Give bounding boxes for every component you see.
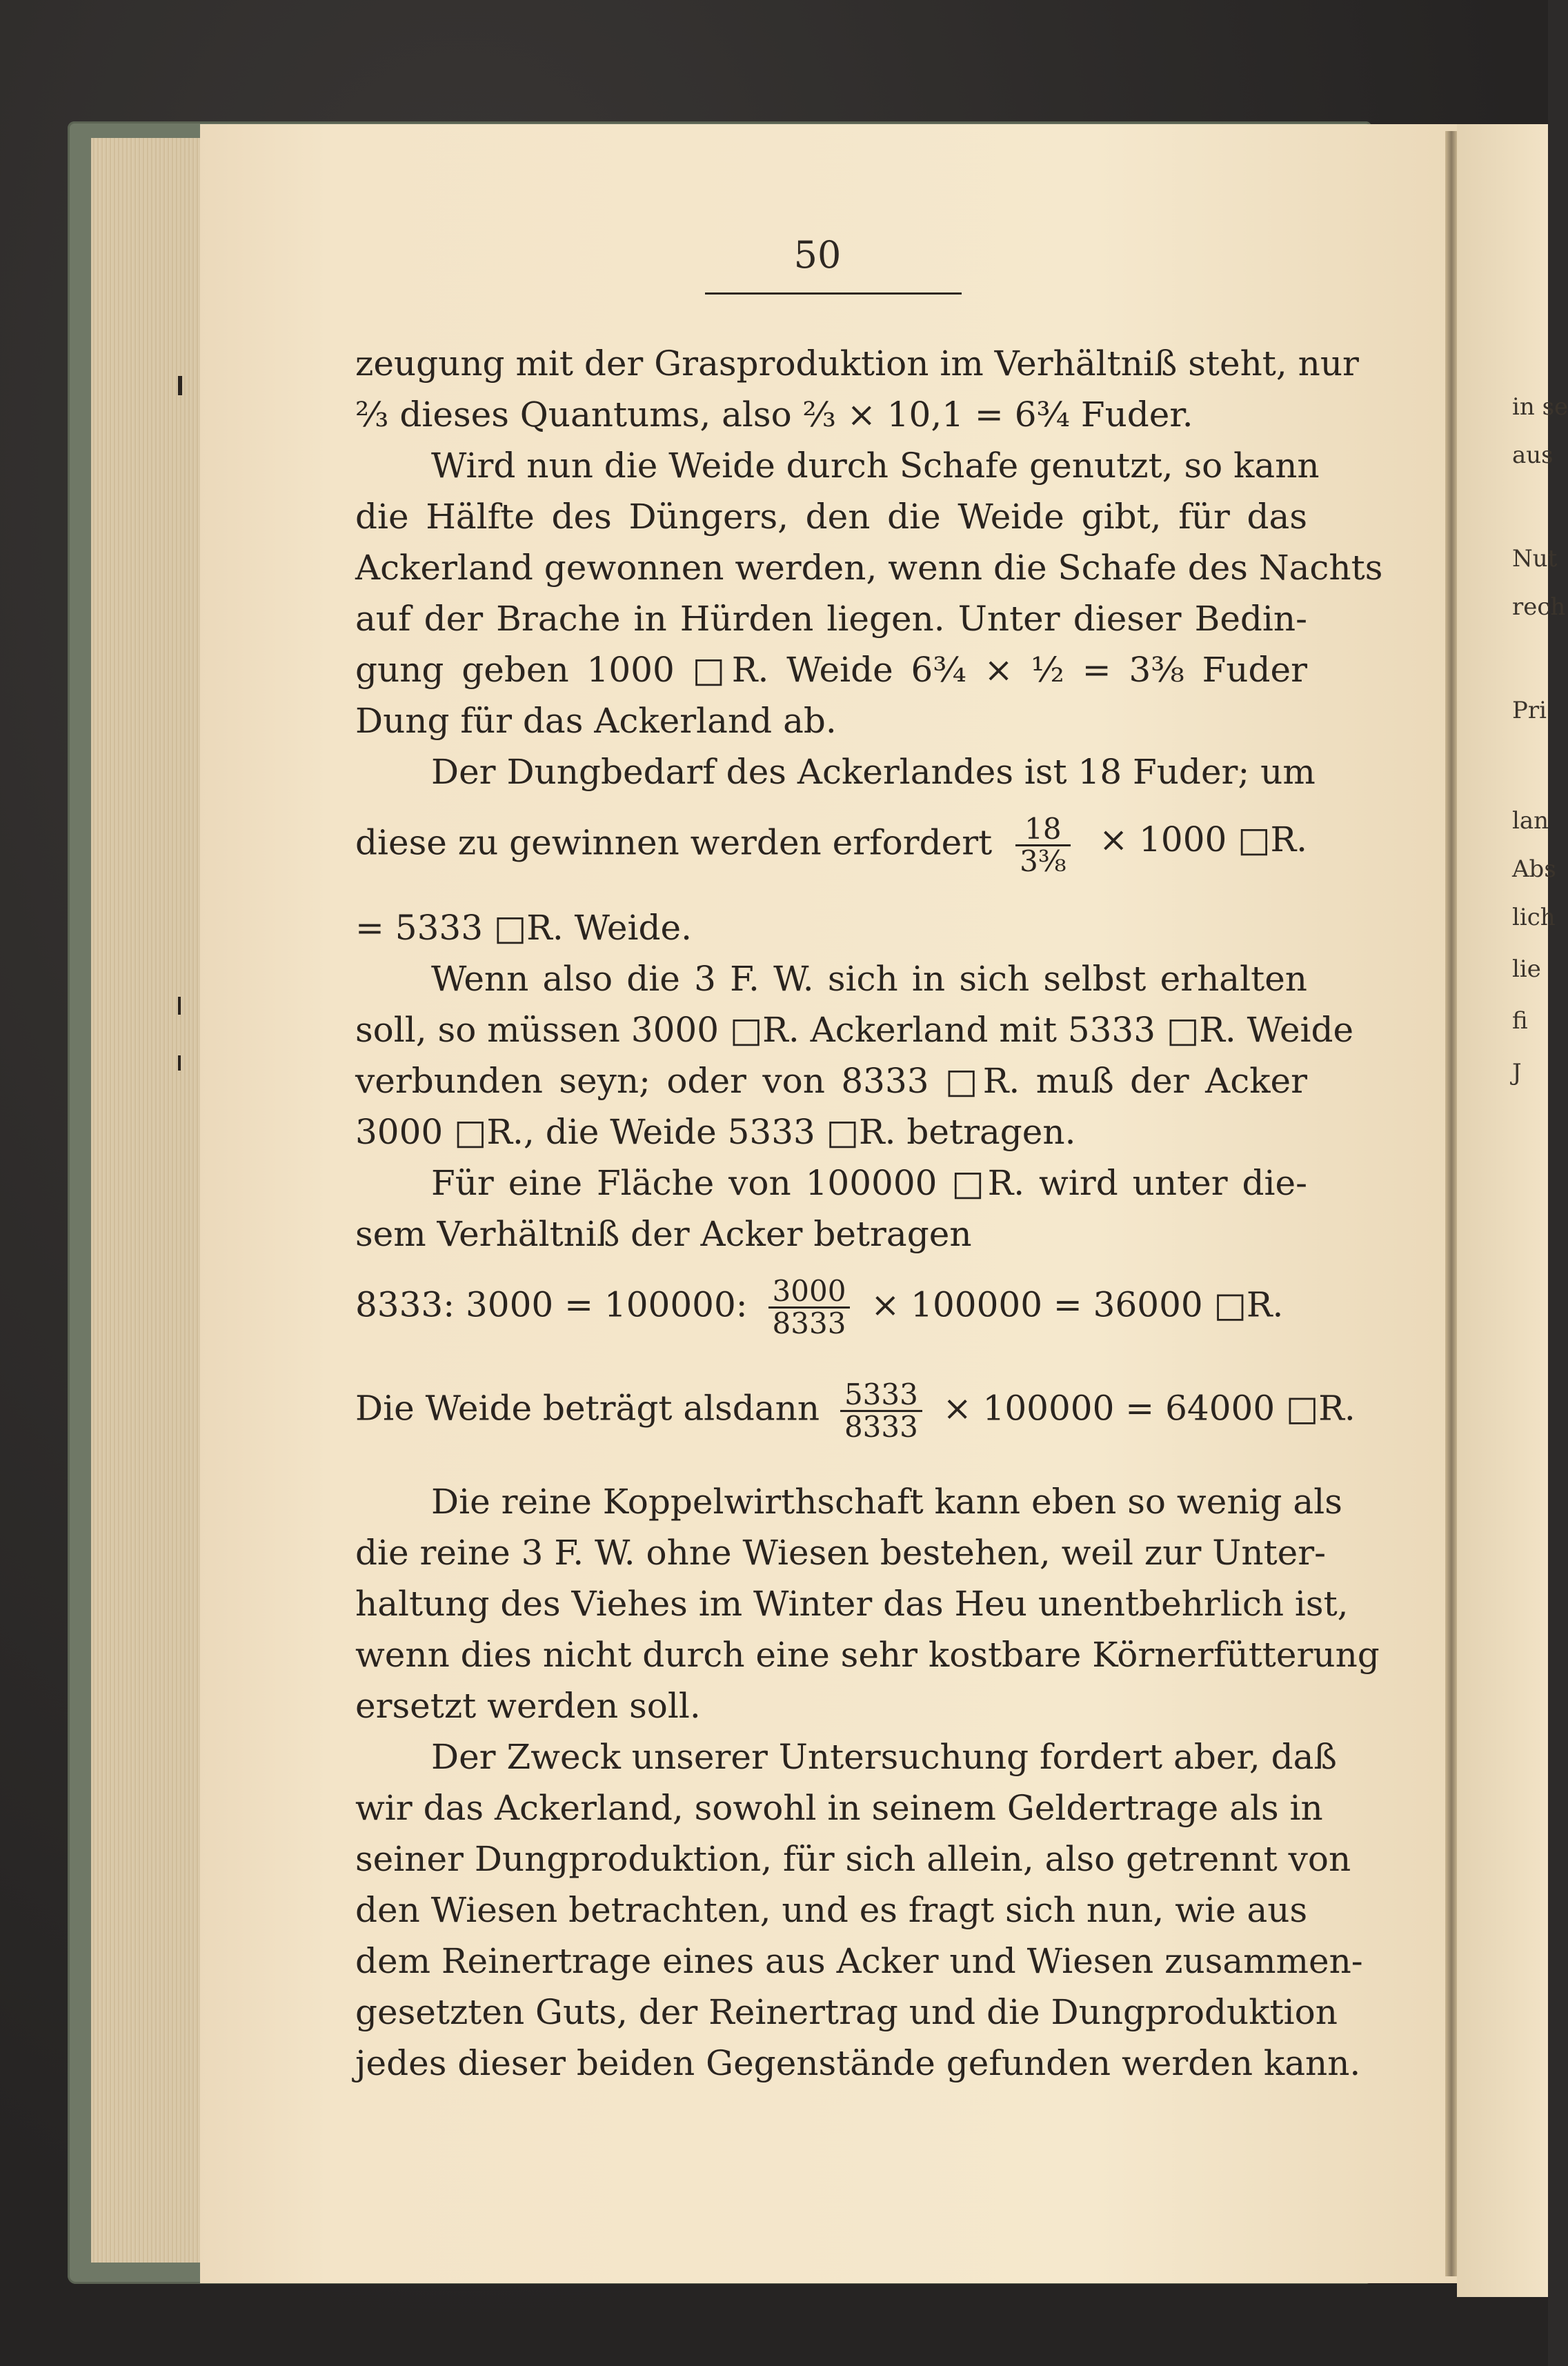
facing-page-fragment: lan: [1512, 807, 1549, 835]
text-line: Dung für das Ackerland ab.: [355, 701, 837, 741]
text-line: Für eine Fläche von 100000 □R. wird unter die-: [431, 1163, 1307, 1203]
header-rule: [705, 292, 962, 295]
margin-mark: [178, 376, 182, 395]
formula-line: [355, 814, 1307, 890]
facing-page-edge: [1457, 124, 1568, 2297]
text-line: seiner Dungproduktion, für sich allein, also getrennt von: [355, 1839, 1351, 1879]
text-line: Der Zweck unserer Untersuchung fordert aber, daß: [431, 1737, 1337, 1777]
text-line: = 5333 □R. Weide.: [355, 908, 692, 948]
fraction: [1015, 814, 1070, 877]
text-line: gung geben 1000 □R. Weide 6¾ × ½ = 3⅜ Fuder: [355, 650, 1307, 690]
text-line: wir das Ackerland, sowohl in seinem Geldertrage als in: [355, 1788, 1323, 1828]
facing-page-fragment: in se: [1512, 393, 1568, 421]
margin-mark: [178, 1055, 181, 1071]
fraction-numerator: 18: [1015, 814, 1070, 846]
text-line: Ackerland gewonnen werden, wenn die Schafe des Nachts: [355, 548, 1383, 588]
facing-page-fragment: lie: [1512, 955, 1541, 983]
margin-mark: [178, 997, 181, 1015]
formula-text: diese zu gewinnen werden erfordert: [355, 822, 993, 863]
text-line: soll, so müssen 3000 □R. Ackerland mit 5333 □R. Weide: [355, 1010, 1354, 1050]
page-number: 50: [793, 233, 842, 277]
fraction: [840, 1380, 922, 1442]
text-line: Die reine Koppelwirthschaft kann eben so wenig als: [431, 1482, 1342, 1522]
facing-page-fragment: Pri: [1512, 697, 1547, 724]
formula-line: [355, 1378, 1356, 1455]
fraction-numerator: 5333: [840, 1380, 922, 1412]
facing-page-fragment: lich: [1512, 904, 1556, 931]
fraction: [768, 1276, 851, 1339]
formula-line: [355, 1276, 1307, 1352]
text-line: Wird nun die Weide durch Schafe genutzt, so kann: [431, 446, 1320, 486]
formula-text: × 1000 □R.: [1099, 819, 1307, 859]
text-line: gesetzten Guts, der Reinertrag und die Dungproduktion: [355, 1992, 1338, 2032]
fraction-denominator: 8333: [772, 1306, 846, 1341]
text-line: auf der Brache in Hürden liegen. Unter dieser Bedin-: [355, 599, 1307, 639]
formula-text: × 100000 = 64000 □R.: [942, 1388, 1356, 1429]
formula-text: 8333: 3000 = 100000:: [355, 1284, 748, 1325]
facing-page-fragment: Nut: [1512, 545, 1558, 573]
fraction-denominator: 3⅜: [1020, 844, 1066, 879]
text-line: sem Verhältniß der Acker betragen: [355, 1214, 972, 1254]
text-line: haltung des Viehes im Winter das Heu unentbehrlich ist,: [355, 1584, 1349, 1624]
fraction-denominator: 8333: [844, 1410, 918, 1444]
fraction-numerator: 3000: [768, 1276, 851, 1309]
text-line: Der Dungbedarf des Ackerlandes ist 18 Fuder; um: [431, 752, 1316, 792]
facing-page-fragment: aus: [1512, 441, 1554, 469]
facing-page-fragment: Abs: [1512, 855, 1556, 883]
text-line: 3000 □R., die Weide 5333 □R. betragen.: [355, 1112, 1076, 1152]
formula-text: × 100000 = 36000 □R.: [871, 1284, 1284, 1325]
page-edges: [91, 138, 201, 2263]
text-line: den Wiesen betrachten, und es fragt sich nun, wie aus: [355, 1890, 1308, 1930]
text-line: ⅔ dieses Quantums, also ⅔ × 10,1 = 6¾ Fuder.: [355, 395, 1193, 435]
text-line: verbunden seyn; oder von 8333 □R. muß der Acker: [355, 1061, 1307, 1101]
text-line: jedes dieser beiden Gegenstände gefunden werden kann.: [355, 2043, 1361, 2083]
facing-page-fragment: fi: [1512, 1007, 1528, 1035]
facing-page-fragment: J: [1512, 1059, 1522, 1086]
text-line: zeugung mit der Grasproduktion im Verhältniß steht, nur: [355, 344, 1359, 384]
text-line: die reine 3 F. W. ohne Wiesen bestehen, weil zur Unter-: [355, 1533, 1327, 1573]
book-gutter: [1445, 131, 1458, 2276]
text-line: Wenn also die 3 F. W. sich in sich selbst erhalten: [431, 959, 1307, 999]
text-line: dem Reinertrage eines aus Acker und Wiesen zusammen-: [355, 1941, 1363, 1981]
text-line: ersetzt werden soll.: [355, 1686, 701, 1726]
formula-text: Die Weide beträgt alsdann: [355, 1388, 820, 1429]
text-line: die Hälfte des Düngers, den die Weide gibt, für das: [355, 497, 1307, 537]
facing-page-fragment: rech: [1512, 593, 1566, 621]
text-line: wenn dies nicht durch eine sehr kostbare Körnerfütterung: [355, 1635, 1380, 1675]
